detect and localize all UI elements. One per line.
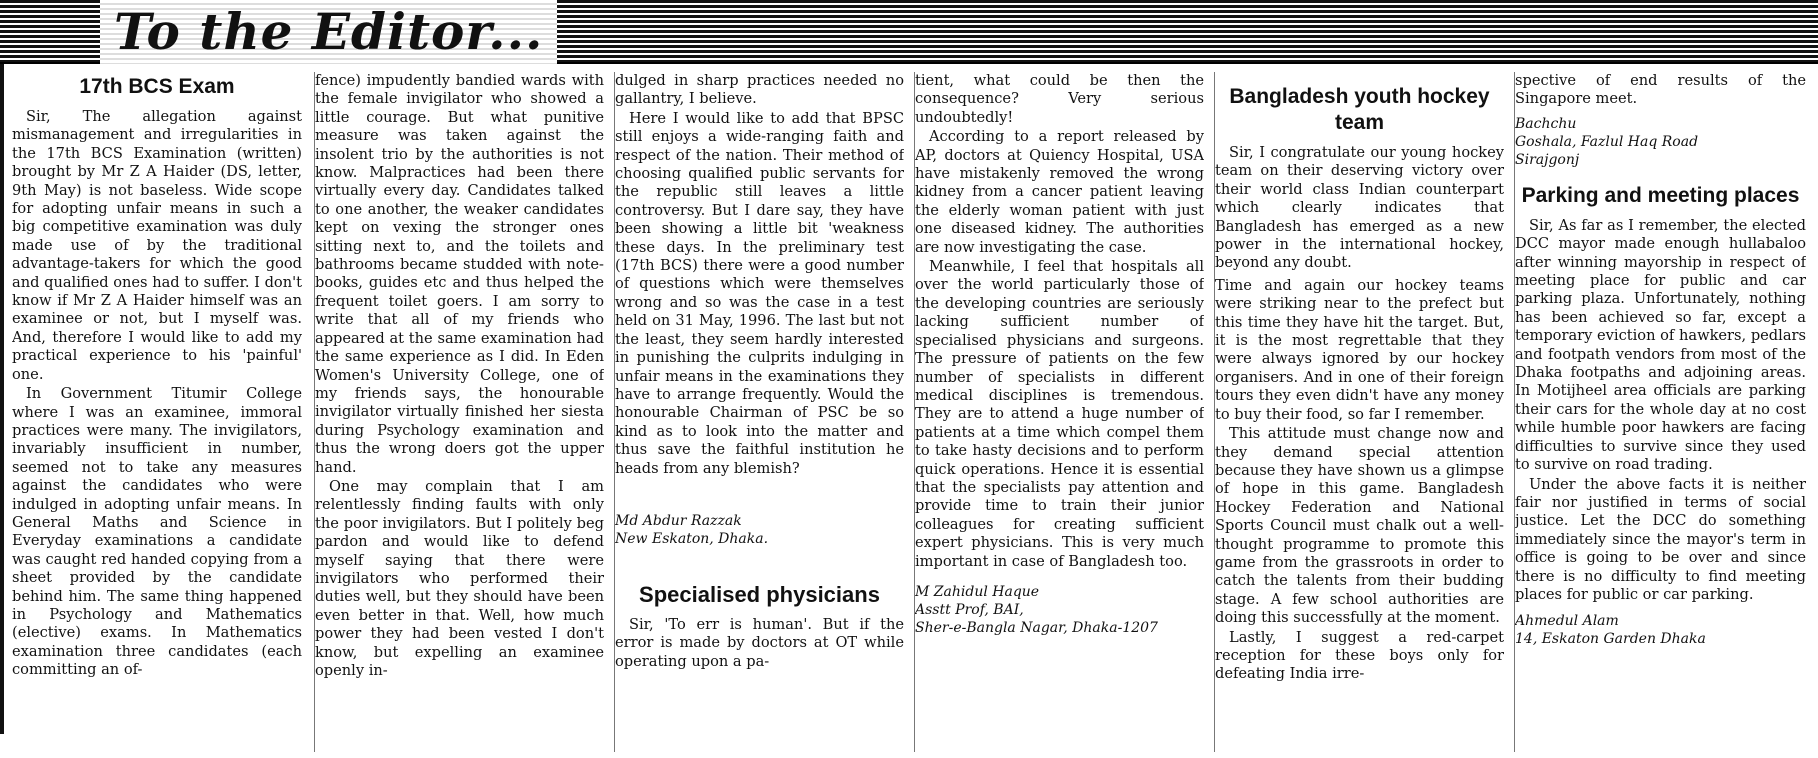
signature-name: Md Abdur Razzak [615,512,742,529]
column-4-specialised-physicians-cont [914,72,1204,752]
masthead-banner [0,0,1818,64]
letter-paragraph: Time and again our hockey teams were striking near to the prefect but this time they have hit the target. But, it is the most regrettable that they were always ignored by our hockey organisers. And in one of their foreign tours they even didn't have any money to buy their food, so far I remember. [1215,276,1504,423]
headline-17th-bcs-exam: 17th BCS Exam [79,75,235,98]
letter-paragraph: Meanwhile, I feel that hospitals all over the world particularly those of the developing countries are seriously lacking sufficient number of specialised physicians and surgeons. The pressure of patients on the few number of specialists in different medical disciplines is tremendous. They are to attend a huge number of patients at a time which compel them to take hasty decisions and to perform quick operations. Hence it is essential that the specialists pay attention and provide time to train their junior colleagues for creating sufficient expert physicians. This is very much important in case of Bangladesh too. [915,258,1204,570]
letter-paragraph: This attitude must change now and they demand special attention because they have shown us a glimpse of hope in this game. Bangladesh Hockey Federation and National Sports Council must chalk out a well-thought programme to promote this game from the grassroots in order to catch the talents from their budding stage. A few school authorities are doing this successfully at the moment. [1215,425,1504,627]
column-2-17th-bcs-exam-cont [314,72,604,752]
column-5-hockey-team [1214,72,1504,752]
headline-specialised-physicians: Specialised physicians [639,581,880,607]
signature-name: Ahmedul Alam [1515,613,1619,630]
letter-paragraph: dulged in sharp practices needed no gallantry, I believe. [615,72,904,108]
letter-paragraph: Here I would like to add that BPSC still enjoys a wide-ranging faith and respect of the nation. Their method of choosing qualified public servants for the republic still leaves a little controversy. But I dare say, they have been showing a little bit 'weakness these days. In the preliminary test (17th BCS) there were a good number of questions which were themselves wrong and so was the case in a test held on 31 May, 1996. The last but not the least, they seem hardly interested in punishing the culprits indulging in unfair means in the examinations they have to arrange frequently. Would the honourable Chairman of PSC be so kind as to look into the matter and thus save the faithful institution he heads from any blemish? [615,109,904,477]
signature-title: Asstt Prof, BAI, [915,601,1024,618]
column-1-17th-bcs-exam [12,72,302,752]
letter-paragraph: Sir, I congratulate our young hockey team on their deserving victory over their world class Indian counterpart which clearly indicates that Bangladesh has emerged as a new power in the international hockey, beyond any doubt. [1215,144,1504,272]
signature-name: M Zahidul Haque [915,583,1040,600]
letter-paragraph: Sir, 'To err is human'. But if the error is made by doctors at OT while operating upon a pa- [615,615,904,670]
column-3 [614,72,904,752]
letter-paragraph: fence) impudently bandied wards with the female invigilator who showed a little courage. But what punitive measure was taken against the insolent trio by the authorities is not know. Malpractices had been there virtually every day. Candidates talked to one another, the weaker candidates kept on vexing the stronger ones sitting next to, and the toilets and bathrooms became studded with note-books, guides etc and thus helped the frequent toilet goers. I am sorry to write that all of my friends who appeared at the same examination had the same experience as I did. In Eden Women's University College, one of my friends says, the honourable invigilator virtually finished her siesta during Psychology examination and thus the wrong doers got the upper hand. [315,72,604,476]
signature-address: Goshala, Fazlul Haq Road [1515,133,1699,150]
signature-name: Bachchu [1515,115,1577,132]
left-border-rule [0,64,4,734]
signature-address: 14, Eskaton Garden Dhaka [1515,631,1706,648]
letter-paragraph: Lastly, I suggest a red-carpet reception for these boys only for defeating India irre- [1215,628,1504,683]
letter-paragraph: Under the above facts it is neither fair nor justified in terms of social justice. Let the DCC do something immediately since the mayor's term in office is going to be over and since there is no difficulty to find meeting places for public or car parking. [1515,475,1806,603]
letter-paragraph: tient, what could be then the consequence? Very serious undoubtedly! [915,72,1204,126]
letter-paragraph: Sir, As far as I remember, the elected DCC mayor made enough hullabaloo after winning mayorship in respect of meeting place for public and car parking plaza. Unfortunately, nothing has been achieved so far, except a temporary eviction of hawkers, pedlars and footpath vendors from most of the Dhaka footpaths and adjoining areas. In Motijheel area officials are parking their cars for the whole day at no cost while humble poor hawkers are facing difficulties to survive since they used to survive on road trading. [1515,216,1806,474]
signature-address: New Eskaton, Dhaka. [615,530,769,547]
signature-address: Sher-e-Bangla Nagar, Dhaka-1207 [915,619,1158,636]
letter-paragraph: Sir, The allegation against mismanagement and irregularities in the 17th BCS Examination (written) brought by Mr Z A Haider (DS, letter, 9th May) is not baseless. Wide scope for adopting unfair means in such a big competitive examination was duly made use of by the traditional advantage-takers for which the good and qualified ones had to suffer. I don't know if Mr Z A Haider himself was an examinee or not, but I myself was. And, therefore I would like to add my practical experience to his 'painful' one. [12,108,302,383]
letter-paragraph: In Government Titumir College where I was an examinee, immoral practices were many. The invigilators, invariably insufficient in number, seemed not to take any measures against the candidates who were indulged in adopting unfair means. In General Maths and Science in Everyday examinations a candidate was caught red handed copying from a sheet provided by the candidate behind him. The same thing happened in Psychology and Mathematics (elective) exams. In Mathematics examination three candidates (each committing an of- [12,385,302,679]
letter-paragraph: According to a report released by AP, doctors at Quiency Hospital, USA have mistakenly removed the wrong kidney from a cancer patient leaving the elderly woman patient with just one diseased kidney. The authorities are now investigating the case. [915,128,1204,256]
letter-paragraph: spective of end results of the Singapore meet. [1515,72,1806,108]
headline-parking-and-meeting-places: Parking and meeting places [1521,183,1800,207]
headline-bangladesh-youth-hockey-team: Bangladesh youth hockey team [1229,85,1490,134]
signature-city: Sirajgonj [1515,151,1580,168]
section-title: To the Editor... [100,0,557,64]
letter-paragraph: One may complain that I am relentlessly finding faults with only the poor invigilators. But I politely beg pardon and would like to defend myself saying that there were invigilators who performed their duties well, but they should have been even better in that. Well, how much power they had been vested I don't know, but expelling an examinee openly in- [315,477,604,679]
column-6-parking-places [1514,72,1806,752]
